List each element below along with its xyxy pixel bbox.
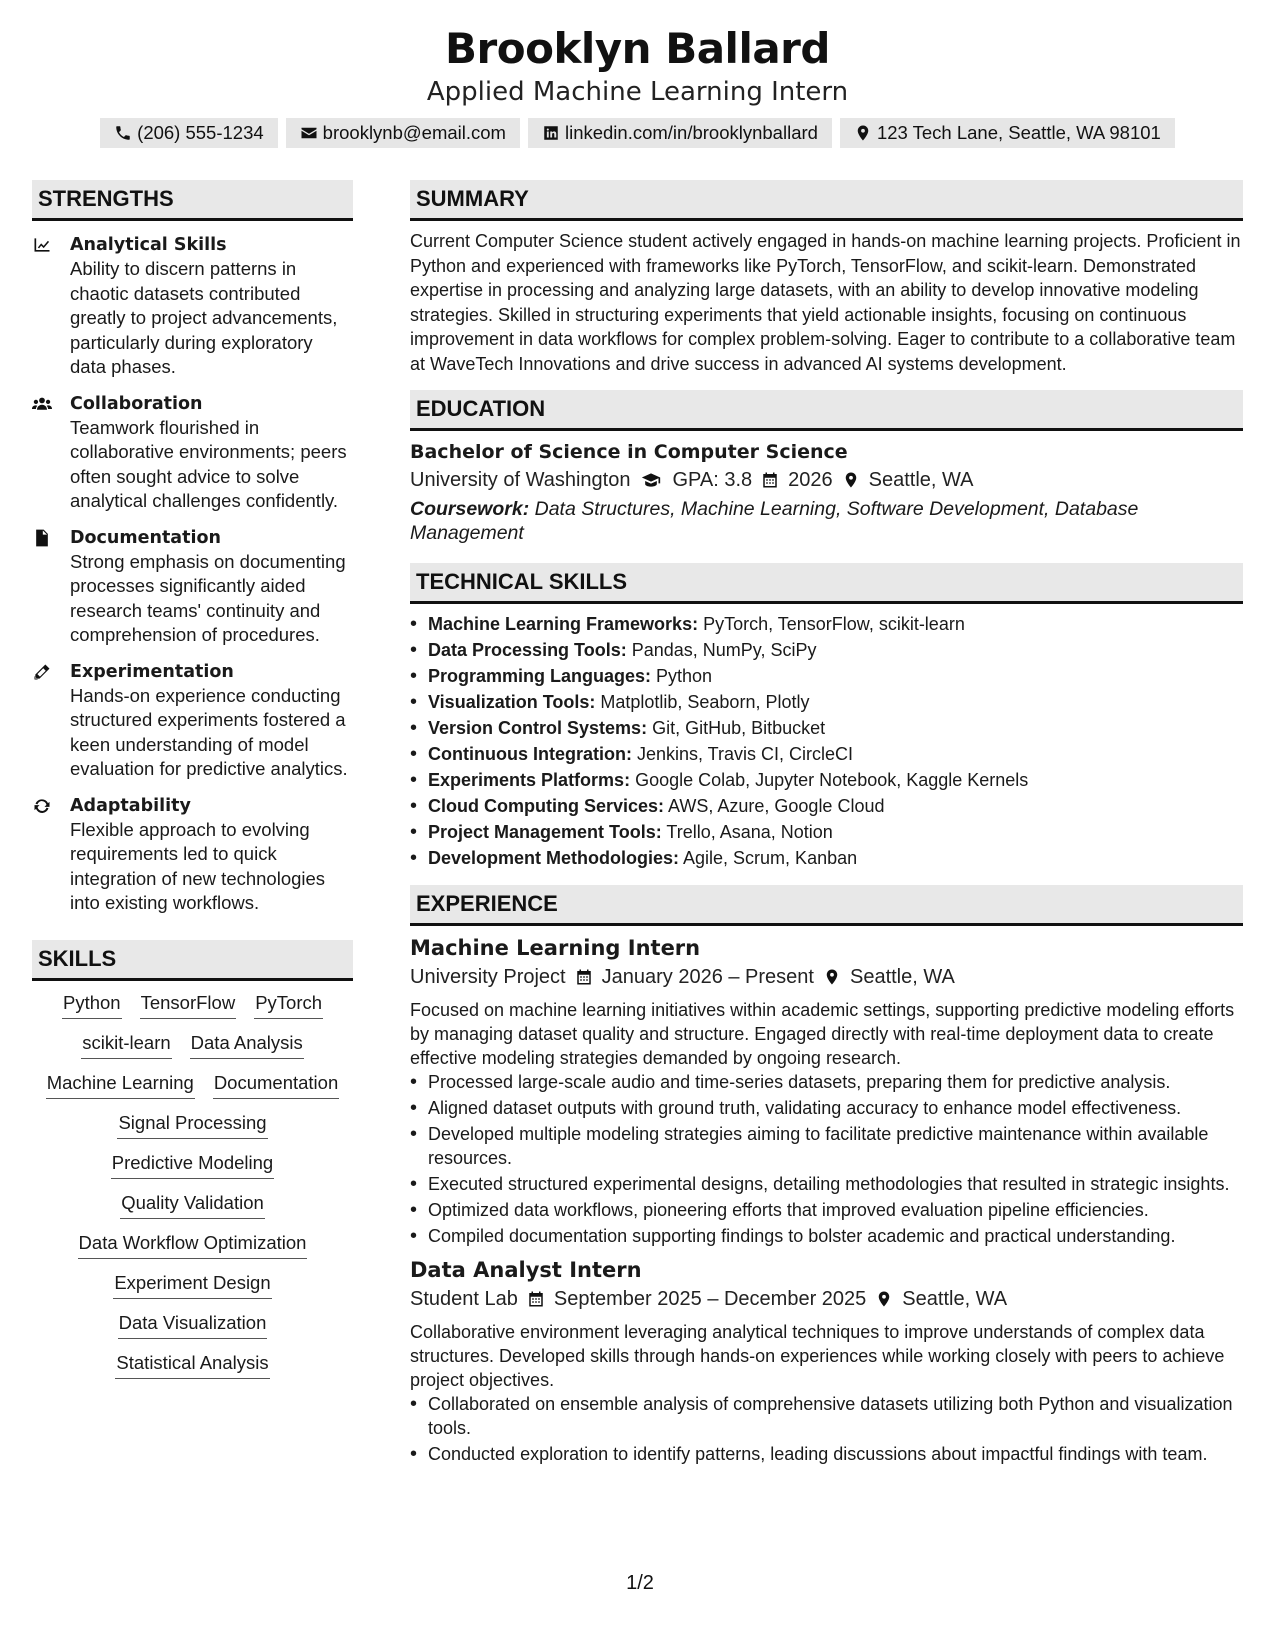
contact-phone[interactable] <box>100 118 278 148</box>
list-item: • Experiments Platforms: Google Colab, Jupyter Notebook, Kaggle Kernels <box>410 767 1243 793</box>
skill-tag: Statistical Analysis <box>115 1351 269 1379</box>
strength-title: Experimentation <box>70 661 234 682</box>
page-number: 1/2 <box>626 1572 654 1594</box>
grad-year: 2026 <box>788 469 833 491</box>
right-column <box>410 180 1243 1468</box>
job-dates: September 2025 – December 2025 <box>553 1288 867 1310</box>
email-text: brooklynb@email.com <box>322 122 506 143</box>
strengths-heading: STRENGTHS <box>32 180 353 221</box>
job-location: Seattle, WA <box>849 966 955 988</box>
job-title: Data Analyst Intern <box>410 1258 642 1282</box>
strength-desc: Ability to discern patterns in chaotic datasets contributed greatly to project advancements, particularly during exploratory data phases. <box>70 258 338 377</box>
strength-item <box>32 526 353 648</box>
left-column <box>32 180 353 1379</box>
list-item: • Version Control Systems: Git, GitHub, Bitbucket <box>410 715 1243 741</box>
strength-desc: Strong emphasis on documenting processes significantly aided research teams' continuity and comprehension of procedures. <box>70 550 346 645</box>
list-item: • Optimized data workflows, pioneering efforts that improved evaluation pipeline efficiencies. <box>410 1198 1243 1222</box>
list-item: • Project Management Tools: Trello, Asana, Notion <box>410 819 1243 845</box>
skill-tag: Experiment Design <box>113 1271 271 1299</box>
strength-item <box>32 233 353 380</box>
education-heading: EDUCATION <box>410 390 1243 431</box>
education-meta <box>410 465 1243 495</box>
skill-tag: Data Workflow Optimization <box>78 1231 308 1259</box>
calendar-icon <box>527 1290 545 1308</box>
list-item: • Cloud Computing Services: AWS, Azure, Google Cloud <box>410 793 1243 819</box>
contact-address <box>840 118 1175 148</box>
linkedin-icon <box>542 124 560 142</box>
strength-item <box>32 660 353 782</box>
skill-tag: Data Analysis <box>190 1031 304 1059</box>
envelope-icon <box>300 124 318 142</box>
skill-tag: scikit-learn <box>81 1031 171 1059</box>
resume-header <box>0 0 1275 148</box>
skill-tag: Signal Processing <box>117 1111 267 1139</box>
skill-tag: Quality Validation <box>120 1191 265 1219</box>
contact-bar <box>0 118 1275 148</box>
skill-tag: Documentation <box>213 1071 339 1099</box>
list-item: • Processed large-scale audio and time-series datasets, preparing them for predictive analysis. <box>410 1070 1243 1094</box>
chart-line-icon <box>32 235 52 255</box>
strength-item <box>32 392 353 514</box>
list-item: • Data Processing Tools: Pandas, NumPy, SciPy <box>410 637 1243 663</box>
list-item: • Conducted exploration to identify patterns, leading discussions about impactful findings with team. <box>410 1442 1243 1466</box>
list-item: • Compiled documentation supporting findings to bolster academic and practical understanding. <box>410 1224 1243 1248</box>
school-name: University of Washington <box>410 469 631 491</box>
phone-text: (206) 555-1234 <box>137 122 264 143</box>
contact-email[interactable] <box>286 118 520 148</box>
candidate-role: Applied Machine Learning Intern <box>426 77 849 107</box>
graduation-cap-icon <box>639 470 663 490</box>
skill-tag: PyTorch <box>254 991 323 1019</box>
skill-tag: Python <box>62 991 122 1019</box>
skill-tag: Predictive Modeling <box>111 1151 274 1179</box>
job-meta <box>410 1284 1243 1314</box>
phone-icon <box>114 124 132 142</box>
list-item: • Collaborated on ensemble analysis of comprehensive datasets utilizing both Python and visualization tools. <box>410 1392 1243 1440</box>
technical-skills-list <box>410 611 1243 871</box>
skill-tag: TensorFlow <box>140 991 237 1019</box>
calendar-icon <box>575 968 593 986</box>
contact-linkedin[interactable] <box>528 118 832 148</box>
summary-text: Current Computer Science student actively engaged in hands-on machine learning projects. Proficient in Python and experienced with frameworks like PyTorch, TensorFlow, and scikit-learn. Demonstrated expertise in processing and analyzing large datasets, with an ability to develop innovative modeling strategies. Skilled in structuring experiments that yield actionable insights, focusing on continuous improvement in data workflows for complex problem-solving. Eager to contribute to a collaborative team at WaveTech Innovations and drive success in advanced AI systems development. <box>410 231 1241 374</box>
sync-icon <box>32 796 52 816</box>
address-text: 123 Tech Lane, Seattle, WA 98101 <box>876 122 1161 143</box>
map-pin-icon <box>854 124 872 142</box>
list-item: • Machine Learning Frameworks: PyTorch, TensorFlow, scikit-learn <box>410 611 1243 637</box>
calendar-icon <box>761 471 779 489</box>
strength-title: Documentation <box>70 527 221 548</box>
skill-tag: Data Visualization <box>118 1311 268 1339</box>
strength-title: Collaboration <box>70 393 203 414</box>
list-item: • Development Methodologies: Agile, Scrum, Kanban <box>410 845 1243 871</box>
degree-title: Bachelor of Science in Computer Science <box>410 441 848 463</box>
list-item: • Programming Languages: Python <box>410 663 1243 689</box>
skills-list <box>32 981 353 1379</box>
job-description: Focused on machine learning initiatives within academic settings, supporting predictive modeling efforts by managing dataset quality and structure. Engaged directly with real-time deployment data to create effective modeling strategies demanded by ongoing research. <box>410 1000 1235 1068</box>
list-item: • Visualization Tools: Matplotlib, Seaborn, Plotly <box>410 689 1243 715</box>
linkedin-text: linkedin.com/in/brooklynballard <box>564 122 818 143</box>
job-bullets <box>410 1070 1243 1248</box>
users-icon <box>32 394 52 414</box>
strength-desc: Hands-on experience conducting structured experiments fostered a keen understanding of model evaluation for predictive analytics. <box>70 684 348 779</box>
job-org: University Project <box>410 966 566 988</box>
skill-tag: Machine Learning <box>46 1071 195 1099</box>
technical-skills-heading: TECHNICAL SKILLS <box>410 563 1243 604</box>
coursework <box>410 497 1243 545</box>
job-description: Collaborative environment leveraging analytical techniques to improve understands of complex data structures. Developed skills through hands-on experiences while working closely with peers to achieve project objectives. <box>410 1322 1225 1390</box>
coursework-label: Coursework: <box>410 498 530 520</box>
list-item: • Developed multiple modeling strategies aiming to facilitate predictive maintenance within available resources. <box>410 1122 1243 1170</box>
job-org: Student Lab <box>410 1288 518 1310</box>
school-location: Seattle, WA <box>868 469 974 491</box>
map-pin-icon <box>823 968 841 986</box>
strength-item <box>32 794 353 916</box>
strength-desc: Flexible approach to evolving requirements led to quick integration of new technologies into existing workflows. <box>70 818 326 913</box>
strength-title: Adaptability <box>70 795 191 816</box>
candidate-name: Brooklyn Ballard <box>445 24 830 73</box>
list-item: • Aligned dataset outputs with ground truth, validating accuracy to enhance model effectiveness. <box>410 1096 1243 1120</box>
map-pin-icon <box>875 1290 893 1308</box>
job-bullets <box>410 1392 1243 1466</box>
strength-title: Analytical Skills <box>70 235 227 255</box>
job-title: Machine Learning Intern <box>410 936 701 960</box>
experience-heading: EXPERIENCE <box>410 885 1243 926</box>
strength-desc: Teamwork flourished in collaborative environments; peers often sought advice to solve analytical challenges confidently. <box>70 416 347 511</box>
summary-heading: SUMMARY <box>410 180 1243 221</box>
document-icon <box>32 528 52 548</box>
job-location: Seattle, WA <box>902 1288 1008 1310</box>
skills-heading: SKILLS <box>32 940 353 981</box>
map-pin-icon <box>842 471 860 489</box>
coursework-list: Data Structures, Machine Learning, Software Development, Database Management <box>410 498 1139 544</box>
gpa-text: GPA: 3.8 <box>672 469 753 491</box>
pen-icon <box>32 662 52 682</box>
list-item: • Executed structured experimental designs, detailing methodologies that resulted in strategic insights. <box>410 1172 1243 1196</box>
job-meta <box>410 962 1243 992</box>
list-item: • Continuous Integration: Jenkins, Travis CI, CircleCI <box>410 741 1243 767</box>
job-dates: January 2026 – Present <box>601 966 814 988</box>
